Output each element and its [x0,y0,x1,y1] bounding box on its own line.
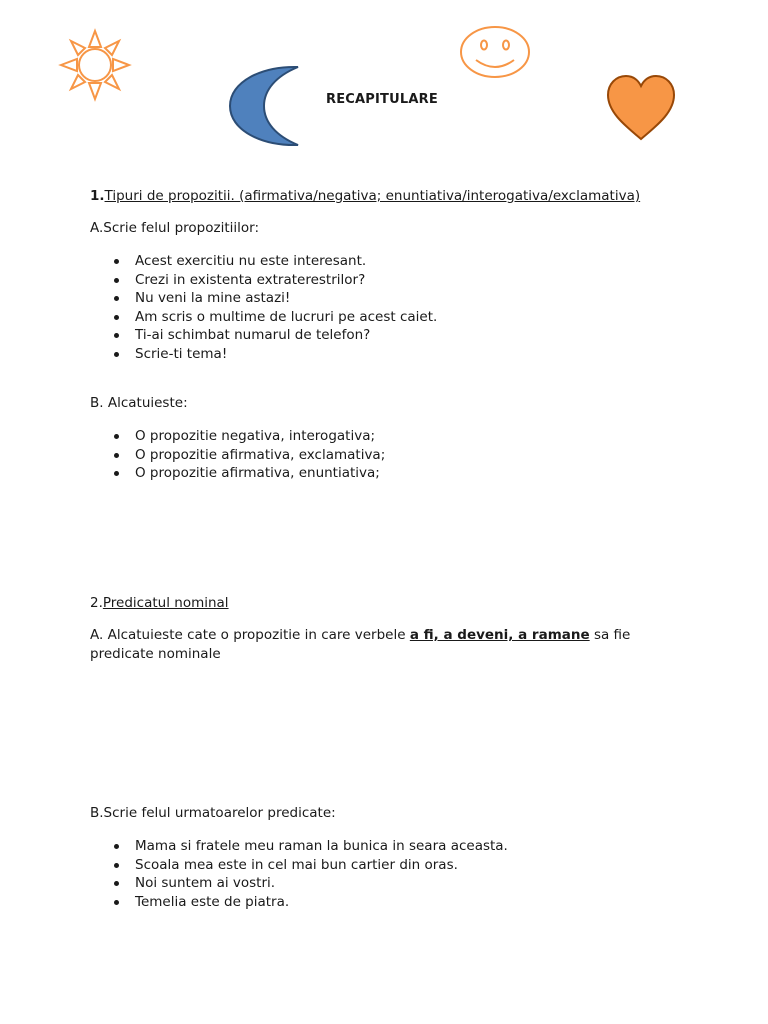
section-1-title: Tipuri de propozitii. (afirmativa/negativa; enuntiativa/interogativa/exclamativa) [104,188,641,204]
smiley-icon [458,24,532,82]
section-2-part-a-text-before: A. Alcatuieste cate o propozitie in care verbele [90,627,410,643]
list-item: Temelia este de piatra. [112,893,508,912]
section-1-heading [90,188,640,204]
section-2-heading [90,595,229,611]
list-item: Mama si fratele meu raman la bunica in seara aceasta. [112,837,508,856]
list-item: Acest exercitiu nu este interesant. [112,252,437,271]
section-2-number: 2. [90,595,103,611]
section-2-part-b-list [112,837,508,911]
section-1-part-a-list [112,252,437,364]
section-2-part-a-emphasis: a fi, a deveni, a ramane [409,627,590,643]
section-2-part-a-text [90,627,630,643]
list-item: O propozitie negativa, interogativa; [112,427,385,446]
section-2-part-a-text-after: sa fie [589,627,631,643]
moon-icon [226,64,304,148]
page-title: RECAPITULARE [326,92,438,107]
list-item: Crezi in existenta extraterestrilor? [112,271,437,290]
section-1-part-b-label: B. Alcatuieste: [90,395,188,411]
section-1-number: 1. [90,188,105,204]
list-item: Scrie-ti tema! [112,345,437,364]
section-1-part-a-label: A.Scrie felul propozitiilor: [90,220,260,236]
list-item: Nu veni la mine astazi! [112,289,437,308]
list-item: Am scris o multime de lucruri pe acest caiet. [112,308,437,327]
section-1-part-b-list [112,427,385,483]
list-item: O propozitie afirmativa, exclamativa; [112,446,385,465]
sun-icon [58,28,132,102]
section-2-title: Predicatul nominal [102,595,229,611]
list-item: Scoala mea este in cel mai bun cartier din oras. [112,856,508,875]
section-2-part-a-line2: predicate nominale [90,646,221,662]
list-item: Ti-ai schimbat numarul de telefon? [112,326,437,345]
section-2-part-b-label: B.Scrie felul urmatoarelor predicate: [90,805,336,821]
list-item: Noi suntem ai vostri. [112,874,508,893]
list-item: O propozitie afirmativa, enuntiativa; [112,464,385,483]
heart-icon [605,73,677,143]
